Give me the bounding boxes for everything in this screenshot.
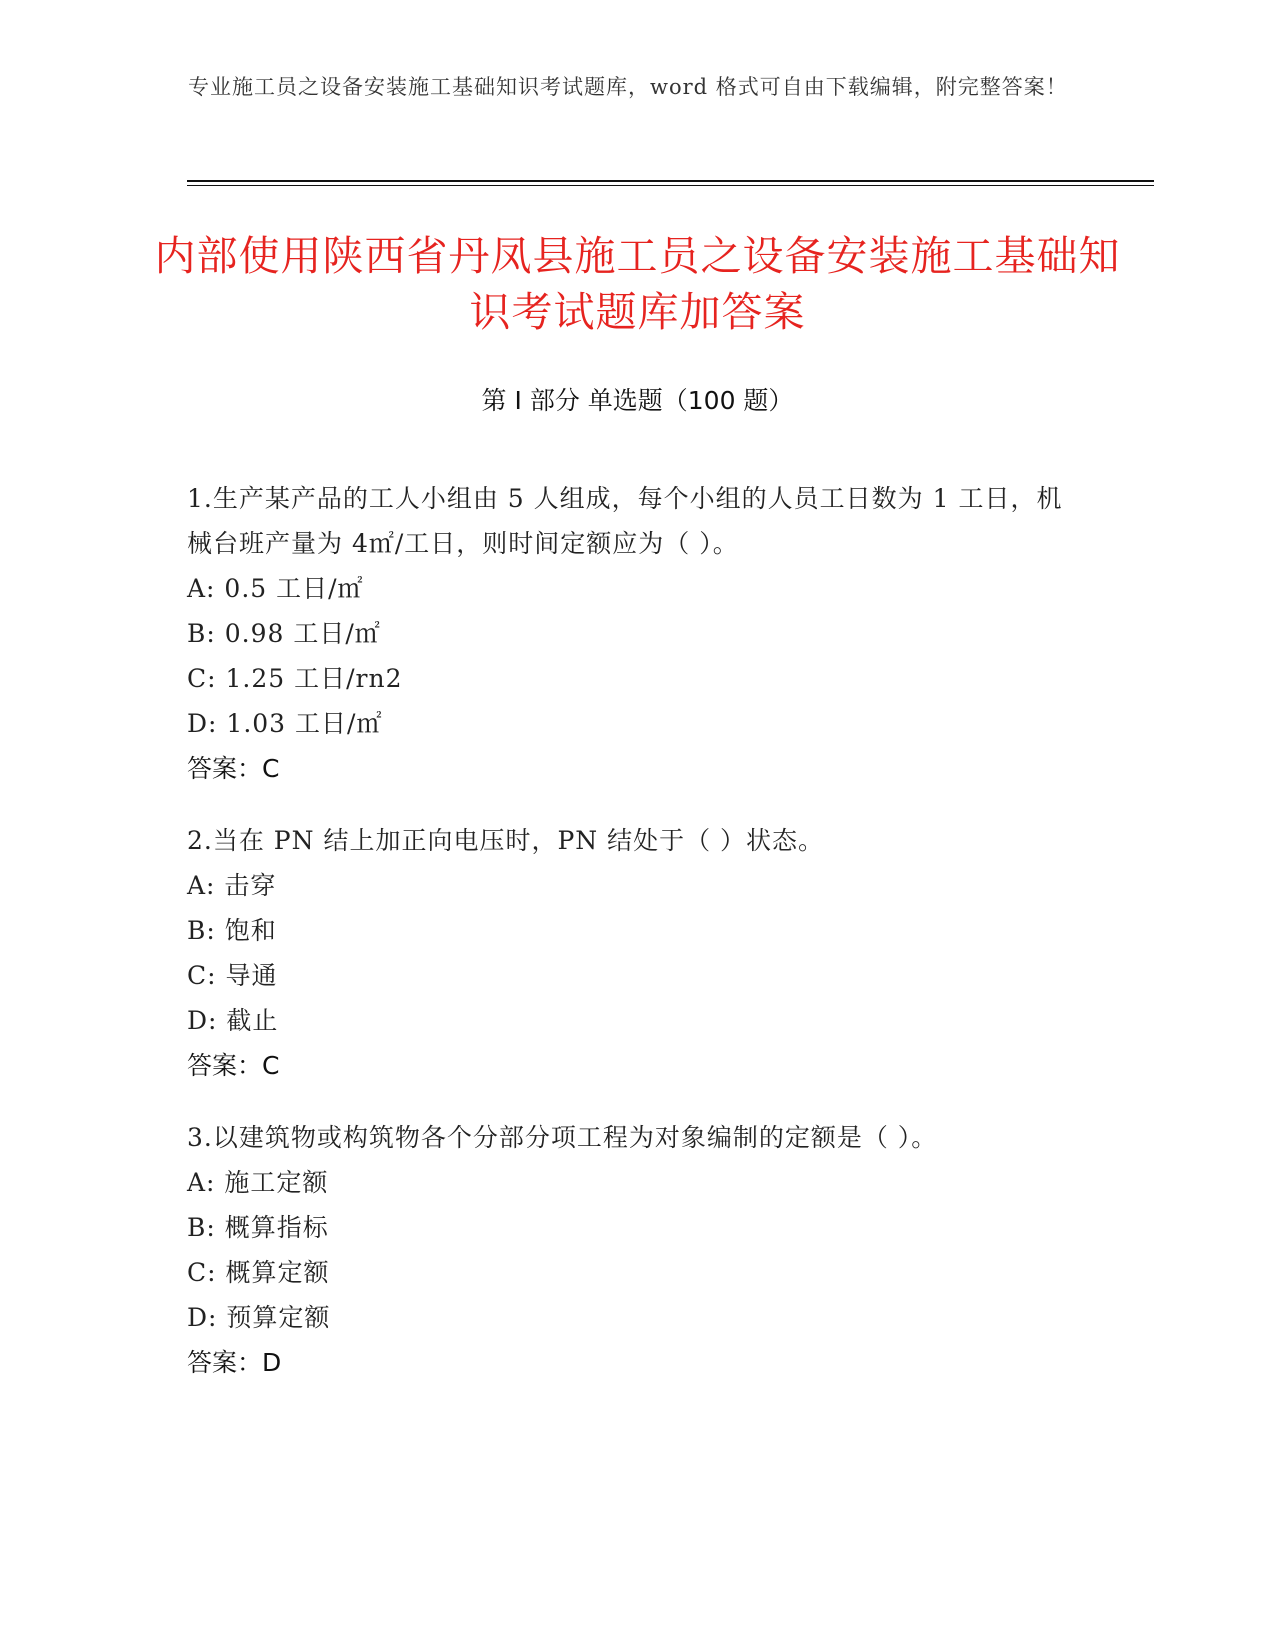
- page-header: 专业施工员之设备安装施工基础知识考试题库，word 格式可自由下载编辑，附完整答案！: [188, 75, 1068, 99]
- question-item: [187, 476, 1067, 791]
- option-d: D: 截止: [187, 1006, 279, 1035]
- option-b: B: 0.98 工日/㎡: [187, 619, 381, 648]
- header-divider: [187, 180, 1154, 182]
- option-c: C: 1.25 工日/rn2: [187, 664, 403, 693]
- option-a: A: 0.5 工日/㎡: [187, 574, 364, 603]
- question-list: [187, 476, 1067, 1412]
- option-b: B: 概算指标: [187, 1213, 329, 1242]
- option-d: D: 1.03 工日/㎡: [187, 709, 383, 738]
- document-title: 内部使用陕西省丹凤县施工员之设备安装施工基础知识考试题库加答案: [154, 232, 1121, 336]
- option-list: [187, 566, 1067, 746]
- question-stem: 1.生产某产品的工人小组由 5 人组成，每个小组的人员工日数为 1 工日，机械台班产量为 4㎡/工日，则时间定额应为（ ）。: [187, 484, 1063, 558]
- section-heading: 第 I 部分 单选题（100 题）: [481, 386, 794, 415]
- question-item: [187, 818, 1067, 1088]
- option-a: A: 击穿: [187, 871, 277, 900]
- option-c: C: 导通: [187, 961, 278, 990]
- option-a: A: 施工定额: [187, 1168, 329, 1197]
- option-d: D: 预算定额: [187, 1303, 331, 1332]
- option-c: C: 概算定额: [187, 1258, 330, 1287]
- answer-line: 答案：C: [187, 1051, 280, 1080]
- question-stem: 2.当在 PN 结上加正向电压时，PN 结处于（ ）状态。: [187, 826, 825, 855]
- header-divider-thin: [187, 185, 1154, 186]
- answer-line: 答案：C: [187, 754, 280, 783]
- option-list: [187, 863, 1067, 1043]
- question-stem: 3.以建筑物或构筑物各个分部分项工程为对象编制的定额是（ ）。: [187, 1123, 938, 1152]
- option-list: [187, 1160, 1067, 1340]
- option-b: B: 饱和: [187, 916, 277, 945]
- question-item: [187, 1115, 1067, 1385]
- answer-line: 答案：D: [187, 1348, 282, 1377]
